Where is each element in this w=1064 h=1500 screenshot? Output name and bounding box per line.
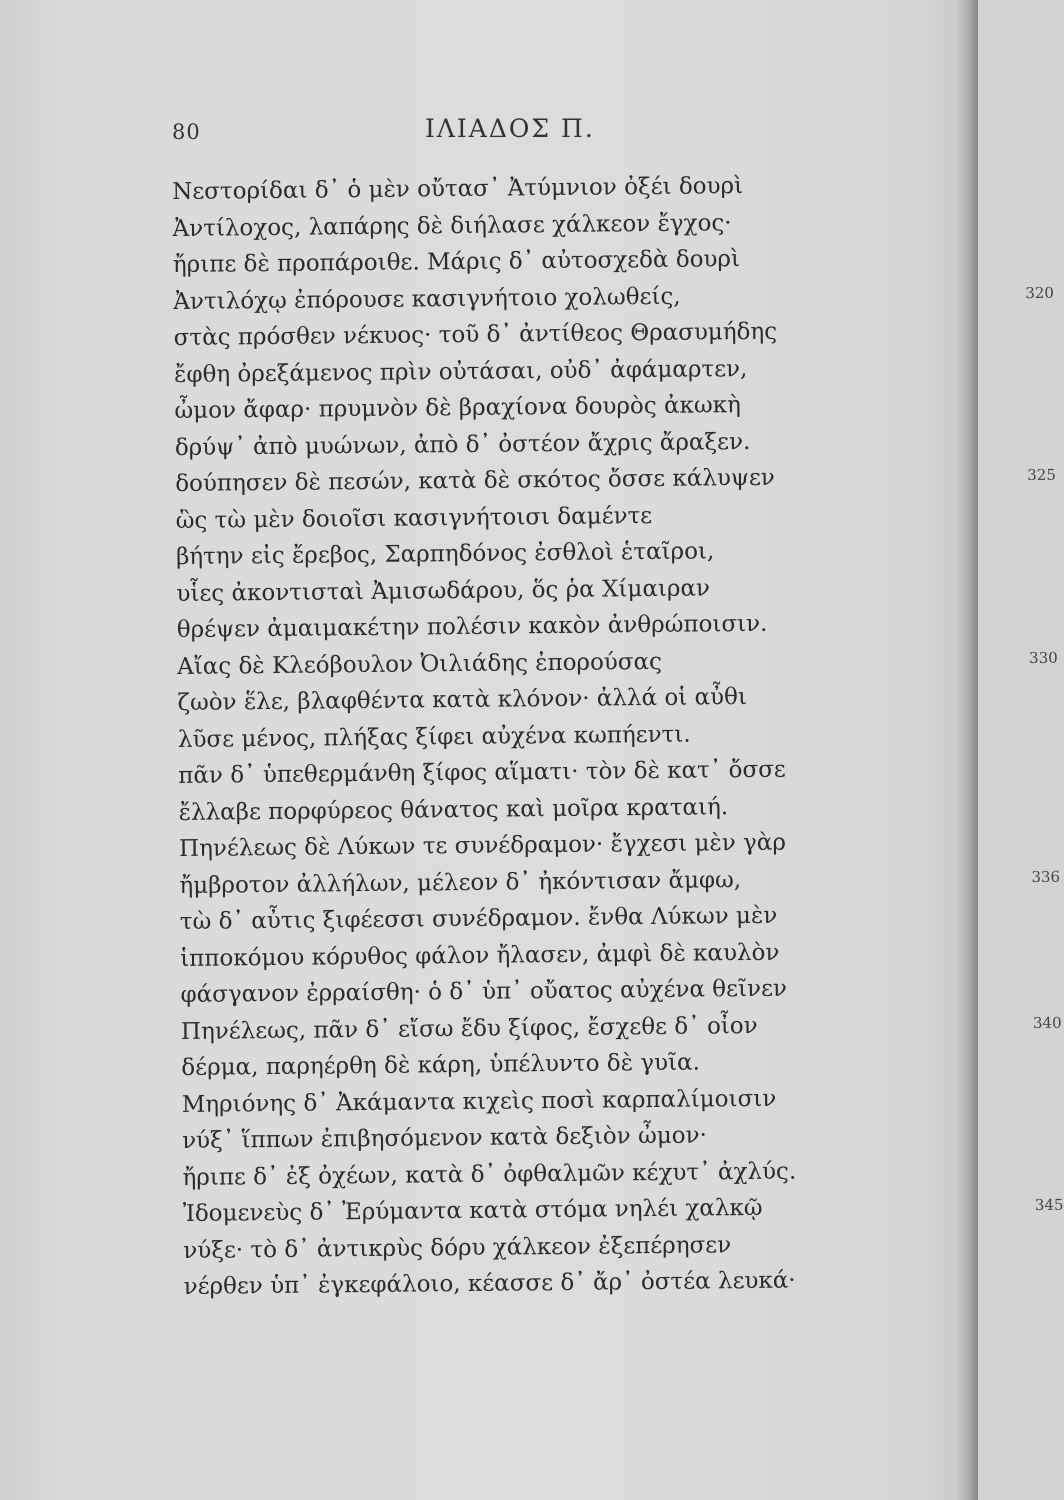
line-number: 345 [1034, 1195, 1064, 1215]
verse-text: ὦμον ἄφαρ· πρυμνὸν δὲ βραχίονα δουρὸς ἀκωκὴ [174, 392, 741, 424]
verse-text: Ἀντίλοχος, λαπάρης δὲ διήλασε χάλκεον ἔγχος· [172, 209, 732, 242]
page-number: 80 [172, 120, 201, 144]
verse-text: Πηνέλεως δὲ Λύκων τε συνέδραμον· ἔγχεσι μὲν γὰρ [178, 829, 787, 862]
verse-text: Νεστορίδαι δ᾽ ὁ μὲν οὔτασ᾽ Ἀτύμνιον ὀξέι δουρὶ [172, 173, 744, 205]
verse-line-31 [183, 1262, 843, 1305]
verse-text: Ἰδομενεὺς δ᾽ Ἐρύμαντα κατὰ στόμα νηλέι χαλκῷ [182, 1194, 763, 1227]
verse-text: Μηριόνης δ᾽ Ἀκάμαντα κιχεὶς ποσὶ καρπαλίμοισιν [181, 1085, 777, 1118]
verse-text: δρύψ᾽ ἀπὸ μυώνων, ἀπὸ δ᾽ ὀστέον ἄχρις ἄραξεν. [174, 428, 751, 461]
verse-text: ἔφθη ὀρεξάμενος πρὶν οὐτάσαι, οὐδ᾽ ἀφάμαρτεν, [173, 355, 748, 388]
line-number: 336 [1031, 867, 1061, 886]
verse-text: Αἴας δὲ Κλεόβουλον Ὀιλιάδης ἐπορούσας [177, 648, 663, 680]
verse-text: ὣς τὼ μὲν δοιοῖσι κασιγνήτοισι δαμέντε [175, 502, 653, 534]
line-number: 325 [1027, 465, 1056, 485]
verse-text: θρέψεν ἀμαιμακέτην πολέσιν κακὸν ἀνθρώποισιν. [176, 610, 768, 643]
verse-text-block [172, 167, 1064, 1305]
verse-text: ζωὸν ἕλε, βλαφθέντα κατὰ κλόνον· ἀλλά οἱ αὖθι [177, 684, 748, 716]
verse-text: δούπησεν δὲ πεσών, κατὰ δὲ σκότος ὄσσε κάλυψεν [175, 464, 775, 497]
verse-text: νύξε· τὸ δ᾽ ἀντικρὺς δόρυ χάλκεον ἐξεπέρησεν [183, 1231, 732, 1264]
verse-text: νύξ᾽ ἵππων ἐπιβησόμενον κατὰ δεξιὸν ὦμον· [181, 1122, 707, 1154]
verse-text: ἤριπε δ᾽ ἐξ ὀχέων, κατὰ δ᾽ ὀφθαλμῶν κέχυτ᾽ ἀχλύς. [182, 1158, 797, 1191]
running-title: ΙΛΙΑΔΟΣ Π. [425, 114, 595, 143]
line-number: 340 [1032, 1013, 1062, 1032]
verse-text: Ἀντιλόχῳ ἐπόρουσε κασιγνήτοιο χολωθείς, [173, 283, 681, 315]
verse-text: δέρμα, παρηέρθη δὲ κάρη, ὑπέλυντο δὲ γυῖα. [181, 1049, 701, 1081]
verse-text: ἤμβροτον ἀλλήλων, μέλεον δ᾽ ἠκόντισαν ἄμφω, [179, 866, 742, 899]
verse-text: φάσγανον ἐρραίσθη· ὁ δ᾽ ὑπ᾽ οὔατος αὐχένα θεῖνεν [180, 975, 788, 1008]
verse-text: ἱπποκόμου κόρυθος φάλον ἤλασεν, ἀμφὶ δὲ καυλὸν [180, 939, 780, 972]
verse-text: λῦσε μένος, πλήξας ξίφει αὐχένα κωπήεντι. [177, 721, 691, 753]
verse-text: Πηνέλεως, πᾶν δ᾽ εἴσω ἔδυ ξίφος, ἔσχεθε δ᾽ οἶον [180, 1012, 758, 1045]
verse-text: ἔλλαβε πορφύρεος θάνατος καὶ μοῖρα κραταιή. [178, 793, 729, 826]
verse-text: υἷες ἀκοντισταὶ Ἀμισωδάρου, ὅς ῥα Χίμαιραν [176, 574, 711, 607]
verse-text: νέρθεν ὑπ᾽ ἐγκεφάλοιο, κέασσε δ᾽ ἄρ᾽ ὀστέα λευκά· [183, 1267, 796, 1300]
verse-text: ἤριπε δὲ προπάροιθε. Μάρις δ᾽ αὐτοσχεδὰ δουρὶ [172, 246, 741, 278]
page-edge-shadow [956, 0, 978, 1500]
line-number: 320 [1025, 283, 1055, 302]
verse-text: πᾶν δ᾽ ὑπεθερμάνθη ξίφος αἵματι· τὸν δὲ κατ᾽ ὄσσε [178, 756, 786, 789]
line-number: 330 [1029, 648, 1058, 667]
verse-text: στὰς πρόσθεν νέκυος· τοῦ δ᾽ ἀντίθεος Θρασυμήδης [173, 318, 778, 351]
verse-text: τὼ δ᾽ αὖτις ξιφέεσσι συνέδραμον. ἔνθα Λύκων μὲν [179, 902, 778, 935]
verse-text: βήτην εἰς ἔρεβος, Σαρπηδόνος ἐσθλοὶ ἑταῖροι, [175, 538, 715, 570]
